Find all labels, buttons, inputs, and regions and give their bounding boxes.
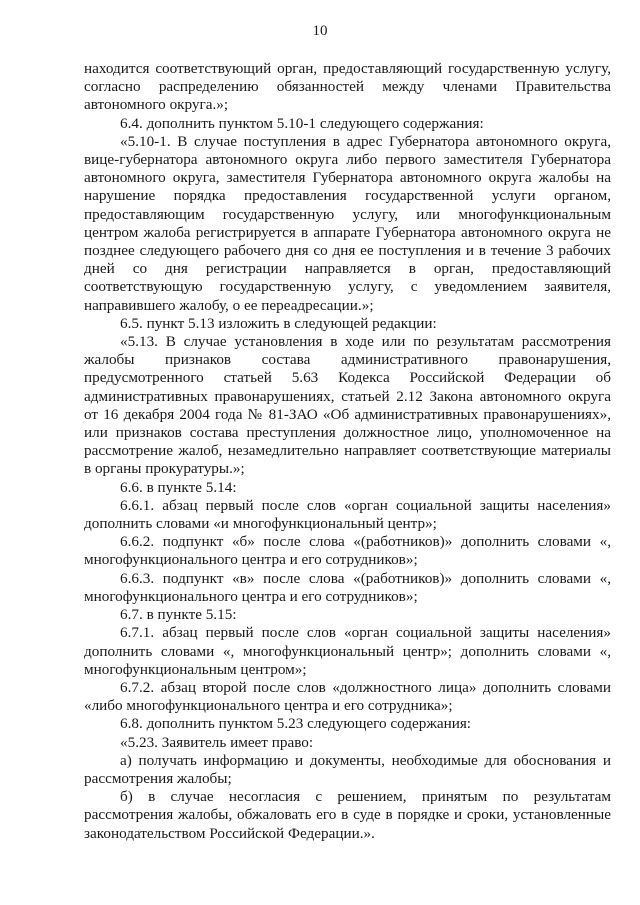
paragraph: б) в случае несогласия с решением, принятым по результатам рассмотрения жалобы, обжаловать его в суде в порядке и сроки, установленные законодательством Российской Федерации.». <box>84 788 611 842</box>
paragraph: 6.7.1. абзац первый после слов «орган социальной защиты населения» дополнить словами «, многофункциональный центр»; дополнить словами «, многофункциональным центром»; <box>84 624 611 678</box>
paragraph: «5.13. В случае установления в ходе или по результатам рассмотрения жалобы признаков состава административного правонарушения, предусмотренного статьей 5.63 Кодекса Российской Федерации об административных правонарушениях, статьей 2.12 Закона автономного округа от 16 декабря 2004 года № 81-ЗАО «Об административных правонарушениях», или признаков состава преступления должностное лицо, уполномоченное на рассмотрение жалоб, незамедлительно направляет соответствующие материалы в органы прокуратуры.»; <box>84 333 611 478</box>
paragraph: 6.6. в пункте 5.14: <box>120 478 237 496</box>
document-body <box>84 60 611 843</box>
paragraph: 6.7. в пункте 5.15: <box>120 606 237 624</box>
paragraph: 6.4. дополнить пунктом 5.10-1 следующего содержания: <box>120 114 484 132</box>
paragraph: «5.23. Заявитель имеет право: <box>120 733 314 751</box>
paragraph: 6.8. дополнить пунктом 5.23 следующего содержания: <box>120 715 472 733</box>
paragraph: 6.6.1. абзац первый после слов «орган социальной защиты населения» дополнить словами «и многофункциональный центр»; <box>84 496 611 533</box>
paragraph: 6.6.2. подпункт «б» после слова «(работников)» дополнить словами «, многофункционального центра и его сотрудников»; <box>84 533 611 569</box>
paragraph: 6.7.2. абзац второй после слов «должностного лица» дополнить словами «либо многофункционального центра и его сотрудника»; <box>84 678 611 715</box>
paragraph: а) получать информацию и документы, необходимые для обоснования и рассмотрения жалобы; <box>84 751 611 787</box>
paragraph: 6.5. пункт 5.13 изложить в следующей редакции: <box>120 314 437 332</box>
paragraph: 6.6.3. подпункт «в» после слова «(работников)» дополнить словами «, многофункционального центра и его сотрудников»; <box>84 569 611 605</box>
paragraph: «5.10-1. В случае поступления в адрес Губернатора автономного округа, вице-губернатора автономного округа либо первого заместителя Губернатора автономного округа, заместителя Губернатора автономного округа жалобы на нарушение порядка предоставления государственной услуги органом, предоставляющим государственную услугу, или многофункциональным центром жалоба регистрируется в аппарате Губернатора автономного округа не позднее следующего рабочего дня со дня ее поступления и в течение 3 рабочих дней со дня регистрации направляется в орган, предоставляющий соответствующую государственную услугу, с уведомлением заявителя, направившего жалобу, о ее переадресации.»; <box>84 132 611 314</box>
paragraph: находится соответствующий орган, предоставляющий государственную услугу, согласно распределению обязанностей между членами Правительства автономного округа.»; <box>84 60 611 114</box>
page-number: 10 <box>312 23 328 39</box>
